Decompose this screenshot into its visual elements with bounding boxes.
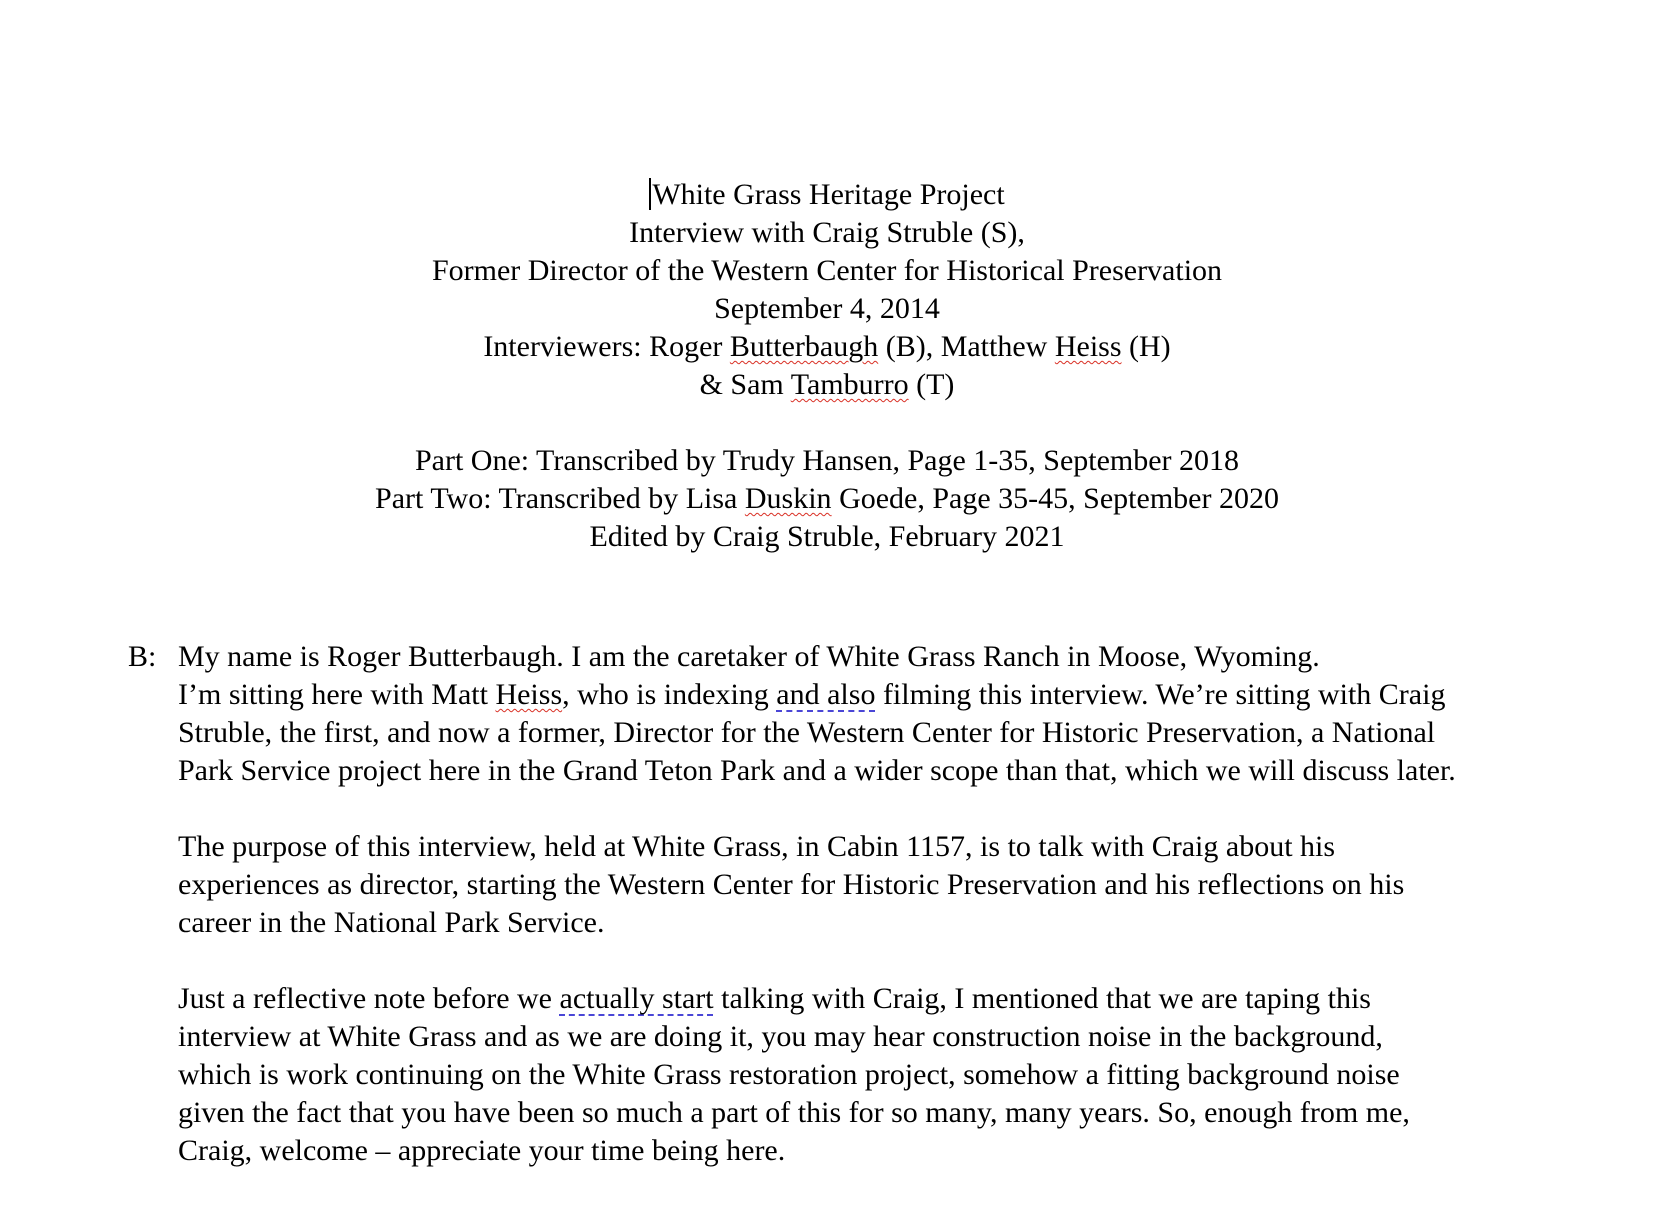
- role-line: Former Director of the Western Center for Historical Preservation: [431, 254, 1223, 287]
- p2-line-2: experiences as director, starting the Western Center for Historic Preservation and his reflections on his: [178, 868, 1405, 901]
- part-two-end: Goede, Page 35-45, September 2020: [831, 482, 1279, 515]
- interviewers-mid: (B), Matthew: [878, 330, 1055, 363]
- p2-line-3: career in the National Park Service.: [178, 906, 605, 939]
- p1-line-3: Struble, the first, and now a former, Director for the Western Center for Historic Preservation, a National: [178, 716, 1436, 749]
- paragraph-1: [178, 638, 1628, 790]
- spelling-flag-heiss-body[interactable]: Heiss: [495, 678, 563, 711]
- document-header: [0, 176, 1654, 556]
- p3-line-1-a: Just a reflective note before we: [178, 982, 560, 1015]
- sam-prefix: & Sam: [699, 368, 791, 401]
- part-two-prefix: Part Two: Transcribed by Lisa: [375, 482, 745, 515]
- date-line: September 4, 2014: [714, 292, 940, 325]
- p3-line-1-b: talking with Craig, I mentioned that we are taping this: [713, 982, 1371, 1015]
- sam-line: [0, 366, 1654, 404]
- grammar-flag-actually-start[interactable]: actually start: [559, 982, 714, 1015]
- p3-line-2: interview at White Grass and as we are doing it, you may hear construction noise in the background,: [178, 1020, 1383, 1053]
- part-two-line: [0, 480, 1654, 518]
- transcript-body: [128, 638, 1628, 1208]
- speaker-label: B:: [128, 640, 157, 673]
- paragraph-2: [178, 828, 1628, 942]
- spelling-flag-tamburro[interactable]: Tamburro: [790, 368, 909, 401]
- part-one-line: Part One: Transcribed by Trudy Hansen, Page 1-35, September 2018: [414, 444, 1240, 477]
- p1-line-2-b: , who is indexing: [562, 678, 777, 711]
- p1-line-2-a: I’m sitting here with Matt: [178, 678, 496, 711]
- p1-line-2-c: filming this interview. We’re sitting with Craig: [875, 678, 1446, 711]
- p2-line-1: The purpose of this interview, held at White Grass, in Cabin 1157, is to talk with Craig about his: [178, 830, 1336, 863]
- edited-line: Edited by Craig Struble, February 2021: [589, 520, 1065, 553]
- p3-line-1: [178, 980, 1628, 1018]
- sam-end: (T): [908, 368, 955, 401]
- p3-line-3: which is work continuing on the White Grass restoration project, somehow a fitting background noise: [178, 1058, 1400, 1091]
- spelling-flag-butterbaugh[interactable]: Butterbaugh: [729, 330, 879, 363]
- spelling-flag-heiss[interactable]: Heiss: [1054, 330, 1122, 363]
- interviewers-prefix: Interviewers: Roger: [483, 330, 730, 363]
- p3-line-4: given the fact that you have been so much a part of this for so many, many years. So, enough from me,: [178, 1096, 1410, 1129]
- p3-line-5: Craig, welcome – appreciate your time being here.: [178, 1134, 786, 1167]
- paragraph-3: [178, 980, 1628, 1170]
- project-title: White Grass Heritage Project: [652, 178, 1005, 211]
- interview-line: Interview with Craig Struble (S),: [629, 216, 1025, 249]
- interviewers-line: [0, 328, 1654, 366]
- text-cursor: [649, 178, 651, 210]
- p1-line-2: [178, 676, 1628, 714]
- p1-line-1: My name is Roger Butterbaugh. I am the caretaker of White Grass Ranch in Moose, Wyoming.: [178, 640, 1320, 673]
- header-spacer: [0, 404, 1654, 442]
- grammar-flag-and-also[interactable]: and also: [776, 678, 876, 711]
- interviewers-end: (H): [1121, 330, 1171, 363]
- p1-line-4: Park Service project here in the Grand Teton Park and a wider scope than that, which we will discuss later.: [178, 754, 1456, 787]
- project-title-line: [0, 176, 1654, 214]
- spelling-flag-duskin[interactable]: Duskin: [744, 482, 832, 515]
